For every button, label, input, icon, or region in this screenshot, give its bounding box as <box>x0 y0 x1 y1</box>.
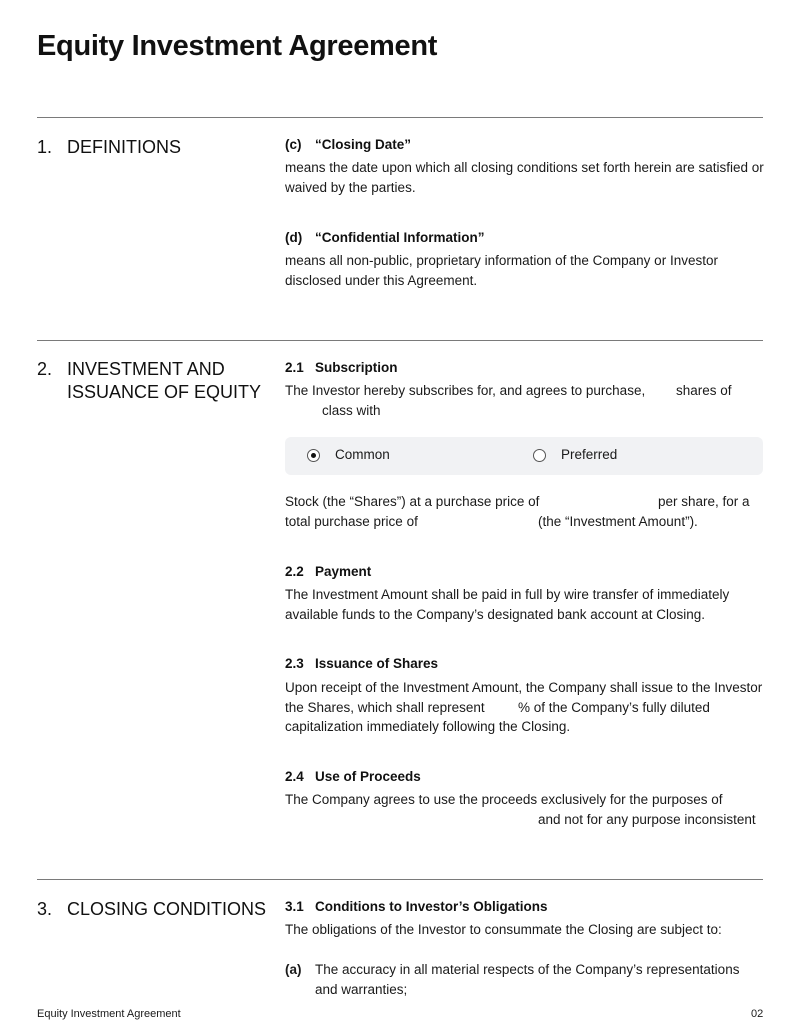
section-number: 2. <box>37 359 53 379</box>
subscription-after-line-2b: (the “Investment Amount”). <box>538 514 698 529</box>
clause-text-investor-obligations: The obligations of the Investor to consummate the Closing are subject to: <box>285 922 722 937</box>
item-label: (c) <box>285 137 302 152</box>
subscription-after-line-2a: total purchase price of <box>285 514 418 529</box>
proceeds-text-line-1: The Company agrees to use the proceeds exclusively for the purposes of <box>285 792 723 807</box>
subscription-text-line-2: class with <box>322 403 381 418</box>
item-title: Payment <box>315 564 372 579</box>
item-title: Subscription <box>315 360 398 375</box>
section-divider <box>37 117 763 118</box>
section-divider <box>37 879 763 880</box>
item-label: 2.2 <box>285 564 304 579</box>
item-title: “Confidential Information” <box>315 230 485 245</box>
subscription-text-line-1a: The Investor hereby subscribes for, and agrees to purchase, <box>285 383 646 398</box>
item-title: Issuance of Shares <box>315 656 439 671</box>
sub-item-text: The accuracy in all material respects of the Company’s representations and warranties; <box>315 962 740 997</box>
definition-heading-closing-date <box>285 137 411 152</box>
radio-label-preferred[interactable]: Preferred <box>561 447 618 462</box>
subscription-after-line-1b: per share, for a <box>658 494 750 509</box>
subscription-text-line-1b: shares of <box>676 383 732 398</box>
item-label: (d) <box>285 230 303 245</box>
issuance-text-line-3: capitalization immediately following the Closing. <box>285 719 571 734</box>
definition-text-closing-date: means the date upon which all closing conditions set forth herein are satisfied or waived by the parties. <box>285 160 764 195</box>
document-title: Equity Investment Agreement <box>37 30 438 62</box>
clause-heading-issuance <box>285 656 438 671</box>
definition-text-confidential-information: means all non-public, proprietary information of the Company or Investor disclosed under this Agreement. <box>285 253 718 288</box>
clause-heading-investor-obligations <box>285 899 548 914</box>
item-title: Use of Proceeds <box>315 769 421 784</box>
footer-document-title: Equity Investment Agreement <box>37 1008 181 1020</box>
issuance-text-line-2b: % of the Company’s fully diluted <box>518 700 710 715</box>
section-title: INVESTMENT AND ISSUANCE OF EQUITY <box>67 359 262 402</box>
issuance-text-line-2a: the Shares, which shall represent <box>285 700 485 715</box>
item-label: 3.1 <box>285 899 304 914</box>
item-label: 2.4 <box>285 769 304 784</box>
section-number: 1. <box>37 137 53 157</box>
section-divider <box>37 340 763 341</box>
item-title: “Closing Date” <box>315 137 412 152</box>
item-label: 2.3 <box>285 656 304 671</box>
share-class-radio-group <box>285 437 763 475</box>
clause-heading-use-of-proceeds <box>285 769 421 784</box>
sub-item-label: (a) <box>285 962 302 977</box>
definition-heading-confidential-information <box>285 230 485 245</box>
radio-common[interactable] <box>307 449 320 462</box>
clause-text-payment: The Investment Amount shall be paid in full by wire transfer of immediately available funds to the Company’s designated bank account at Closing. <box>285 587 730 622</box>
section-title: DEFINITIONS <box>67 137 182 157</box>
section-title: CLOSING CONDITIONS <box>67 899 267 919</box>
radio-preferred[interactable] <box>533 449 546 462</box>
footer-page-number: 02 <box>751 1008 764 1020</box>
subscription-after-line-1a: Stock (the “Shares”) at a purchase price of <box>285 494 540 509</box>
clause-heading-payment <box>285 564 371 579</box>
issuance-text-line-1: Upon receipt of the Investment Amount, the Company shall issue to the Investor <box>285 680 763 695</box>
radio-label-common[interactable]: Common <box>335 447 390 462</box>
section-number: 3. <box>37 899 53 919</box>
item-title: Conditions to Investor’s Obligations <box>315 899 548 914</box>
proceeds-text-line-2: and not for any purpose inconsistent <box>538 812 756 827</box>
clause-heading-subscription <box>285 360 398 375</box>
item-label: 2.1 <box>285 360 304 375</box>
